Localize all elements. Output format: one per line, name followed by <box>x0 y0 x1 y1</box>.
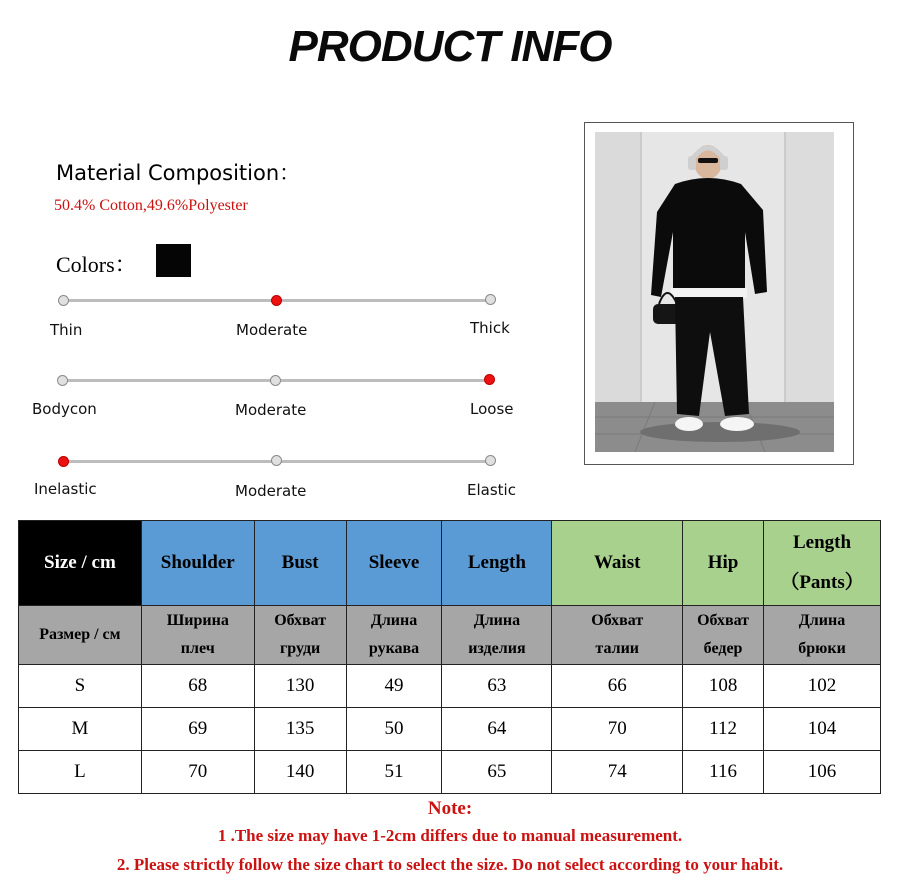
model-photo-icon <box>595 132 834 452</box>
note-line-2: 2. Please strictly follow the size chart to select the size. Do not select according to your habit. <box>116 855 784 874</box>
scale-dot-bodycon <box>57 375 68 386</box>
cell-sleeve: 50 <box>346 708 442 751</box>
ru-text: Обхват <box>274 612 327 629</box>
header-size: Size / cm <box>19 521 142 606</box>
cell-length: 65 <box>442 751 552 794</box>
cell-bust: 130 <box>254 665 346 708</box>
ru-sleeve <box>346 606 442 665</box>
cell-waist: 74 <box>552 751 683 794</box>
scale-dot-loose <box>484 374 495 385</box>
elasticity-scale <box>0 451 560 511</box>
header-length-pants-line1: Length <box>792 532 852 553</box>
table-row <box>19 708 881 751</box>
note-line-1: 1 .The size may have 1-2cm differs due to manual measurement. <box>217 826 683 845</box>
cell-length: 63 <box>442 665 552 708</box>
ru-text: бедер <box>703 640 743 657</box>
header-hip: Hip <box>683 521 764 606</box>
cell-bust: 135 <box>254 708 346 751</box>
material-label: Material Composition： <box>56 161 301 185</box>
scale-label-middle: Moderate <box>235 401 307 419</box>
scale-dot-moderate <box>270 375 281 386</box>
scale-dot-thick <box>485 294 496 305</box>
cell-length: 64 <box>442 708 552 751</box>
ru-text: плеч <box>180 640 215 657</box>
ru-text: Обхват <box>697 612 750 629</box>
cell-sleeve: 51 <box>346 751 442 794</box>
scale-dot-moderate <box>271 455 282 466</box>
size-table <box>18 520 881 794</box>
scale-label-middle: Moderate <box>235 482 307 500</box>
ru-text: рукава <box>368 640 420 657</box>
scale-dot-elastic <box>485 455 496 466</box>
ru-length <box>442 606 552 665</box>
scale-label-left: Inelastic <box>34 480 97 498</box>
product-photo <box>584 122 854 465</box>
note-title: Note: <box>427 798 473 819</box>
cell-size: S <box>19 665 142 708</box>
table-row <box>19 751 881 794</box>
cell-hip: 116 <box>683 751 764 794</box>
cell-sleeve: 49 <box>346 665 442 708</box>
scale-label-right: Elastic <box>467 481 516 499</box>
cell-size: L <box>19 751 142 794</box>
thickness-scale <box>0 290 560 350</box>
header-waist: Waist <box>552 521 683 606</box>
ru-text: Длина <box>798 612 846 629</box>
scale-label-middle: Moderate <box>236 321 308 339</box>
ru-length-pants <box>764 606 881 665</box>
scale-dot-thin <box>58 295 69 306</box>
ru-bust <box>254 606 346 665</box>
ru-text: Ширина <box>166 612 229 629</box>
cell-bust: 140 <box>254 751 346 794</box>
table-row <box>19 665 881 708</box>
cell-hip: 112 <box>683 708 764 751</box>
cell-pants-length: 104 <box>764 708 881 751</box>
ru-waist <box>552 606 683 665</box>
header-bust: Bust <box>254 521 346 606</box>
cell-size: M <box>19 708 142 751</box>
cell-shoulder: 70 <box>141 751 254 794</box>
ru-size <box>19 606 142 665</box>
ru-text: изделия <box>468 640 526 657</box>
header-length: Length <box>442 521 552 606</box>
table-header-row <box>19 521 881 606</box>
scale-dot-moderate <box>271 295 282 306</box>
colors-label: Colors： <box>56 252 137 277</box>
fit-scale <box>0 370 560 430</box>
scale-label-right: Thick <box>470 319 510 337</box>
ru-text: Длина <box>370 612 418 629</box>
header-sleeve: Sleeve <box>346 521 442 606</box>
header-length-pants-line2: （Pants） <box>780 572 864 593</box>
color-swatch-black <box>156 244 191 277</box>
scale-dot-inelastic <box>58 456 69 467</box>
cell-shoulder: 69 <box>141 708 254 751</box>
cell-hip: 108 <box>683 665 764 708</box>
ru-shoulder <box>141 606 254 665</box>
cell-pants-length: 102 <box>764 665 881 708</box>
scale-label-left: Bodycon <box>32 400 97 418</box>
ru-hip <box>683 606 764 665</box>
cell-shoulder: 68 <box>141 665 254 708</box>
ru-text: брюки <box>798 640 846 657</box>
material-value: 50.4% Cotton,49.6%Polyester <box>54 197 248 214</box>
table-russian-row <box>19 606 881 665</box>
ru-text: талии <box>595 640 640 657</box>
cell-pants-length: 106 <box>764 751 881 794</box>
ru-text: Обхват <box>591 612 644 629</box>
header-length-pants <box>764 521 881 606</box>
cell-waist: 70 <box>552 708 683 751</box>
cell-waist: 66 <box>552 665 683 708</box>
scale-label-left: Thin <box>50 321 83 339</box>
header-shoulder: Shoulder <box>141 521 254 606</box>
ru-size-text: Размер / см <box>39 626 121 643</box>
ru-text: Длина <box>473 612 521 629</box>
page-title: PRODUCT INFO <box>288 22 612 71</box>
scale-label-right: Loose <box>470 400 514 418</box>
ru-text: груди <box>280 640 321 657</box>
